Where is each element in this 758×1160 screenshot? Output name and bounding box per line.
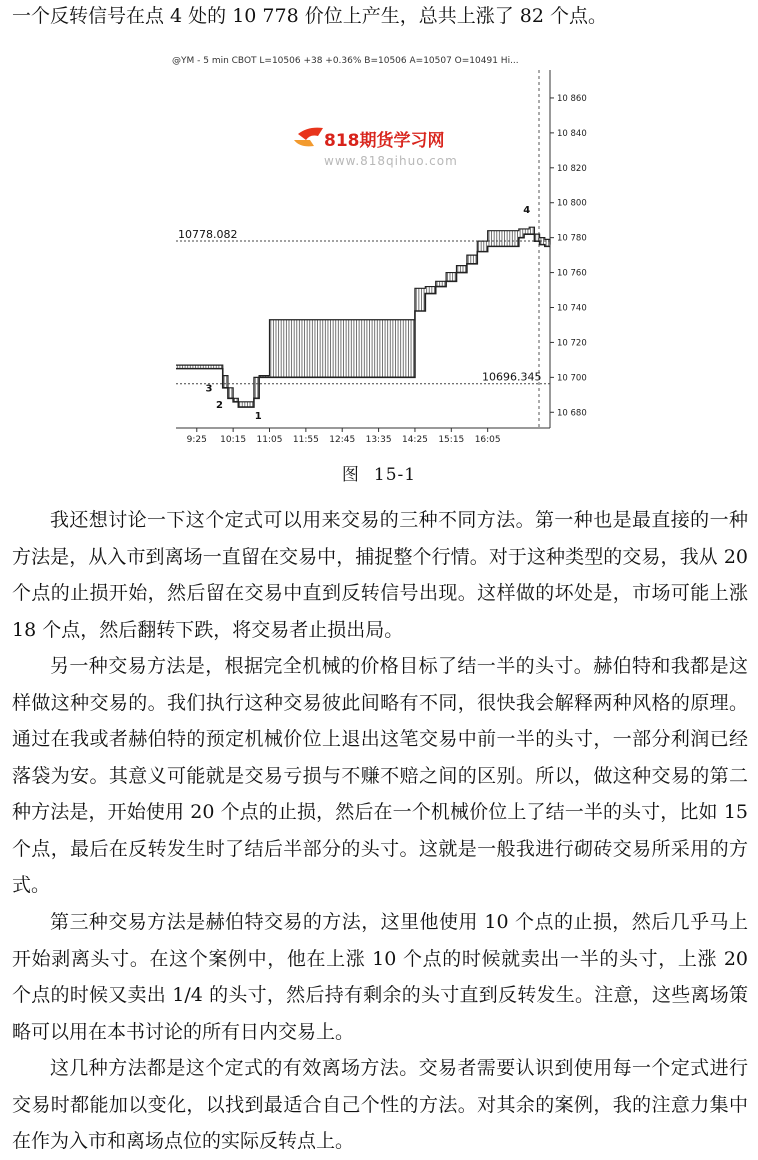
watermark-brand: 818期货学习网 (324, 131, 445, 151)
paragraph-2: 另一种交易方法是，根据完全机械的价格目标了结一半的头寸。赫伯特和我都是这样做这种交易的。我们执行这种交易彼此间略有不同，很快我会解释两种风格的原理。通过在我或者赫伯特的预定机械价位上退出这笔交易中前一半的头寸，一部分利润已经落袋为安。其意义可能就是交易亏损与不赚不赔之间的区别。所以，做这种交易的第二种方法是，开始使用 20 个点的止损，然后在一个机械价位上了结一半的头寸，比如 15 个点，最后在反转发生时了结后半部分的头寸。这就是一般我进行砌砖交易所采用的方式。 (12, 655, 748, 896)
x-tick-label: 9:25 (186, 435, 207, 445)
price-chart (168, 48, 600, 450)
x-tick-label: 12:45 (329, 435, 356, 445)
paragraph-3: 第三种交易方法是赫伯特交易的方法，这里他使用 10 个点的止损，然后几乎马上开始剥离头寸。在这个案例中，他在上涨 10 个点的时候就卖出一半的头寸，上涨 20 个点的时候又卖出 1/4 的头寸，然后持有剩余的头寸直到反转发生。注意，这些离场策略可以用在本书讨论的所有日内交易上。 (12, 911, 748, 1043)
figure-caption (0, 460, 758, 485)
x-tick-label: 11:55 (292, 435, 319, 445)
x-tick-label: 11:05 (256, 435, 283, 445)
chart-header: @YM - 5 min CBOT L=10506 +38 +0.36% B=10506 A=10507 O=10491 Hi... (172, 56, 519, 66)
x-tick-label: 15:15 (438, 435, 465, 445)
figure-caption-number: 15-1 (373, 465, 417, 485)
point-label: 4 (523, 204, 531, 216)
watermark-logo-icon (294, 128, 323, 147)
y-tick-label: 10 720 (557, 338, 587, 349)
y-tick-label: 10 780 (557, 233, 587, 244)
y-tick-label: 10 760 (557, 268, 587, 279)
x-tick-label: 16:05 (474, 435, 501, 445)
point-label: 1 (254, 411, 262, 423)
x-tick-label: 13:35 (365, 435, 392, 445)
level-label: 10696.345 (482, 370, 542, 384)
figure-caption-label: 图 (341, 465, 360, 485)
x-tick-label: 14:25 (401, 435, 428, 445)
watermark (294, 128, 458, 168)
x-tick-label: 10:15 (220, 435, 247, 445)
y-tick-label: 10 700 (557, 373, 587, 384)
watermark-url: www.818qihuo.com (324, 154, 458, 168)
point-label: 3 (205, 383, 213, 395)
y-tick-label: 10 740 (557, 303, 587, 314)
intro-line: 一个反转信号在点 4 处的 10 778 价位上产生，总共上涨了 82 个点。 (12, 5, 607, 27)
level-label: 10778.082 (178, 227, 238, 241)
y-tick-label: 10 800 (557, 198, 587, 209)
y-tick-label: 10 840 (557, 128, 587, 139)
paragraph-1: 我还想讨论一下这个定式可以用来交易的三种不同方法。第一种也是最直接的一种方法是，从入市到离场一直留在交易中，捕捉整个行情。对于这种类型的交易，我从 20 个点的止损开始，然后留在交易中直到反转信号出现。这样做的坏处是，市场可能上涨 18 个点，然后翻转下跌，将交易者止损出局。 (12, 509, 748, 641)
point-label: 2 (215, 399, 223, 411)
y-tick-label: 10 680 (557, 408, 587, 419)
y-tick-label: 10 860 (557, 93, 587, 104)
y-tick-label: 10 820 (557, 163, 587, 174)
paragraph-4: 这几种方法都是这个定式的有效离场方法。交易者需要认识到使用每一个定式进行交易时都能加以变化，以找到最适合自己个性的方法。对其余的案例，我的注意力集中在作为入市和离场点位的实际反转点上。 (12, 1057, 748, 1152)
